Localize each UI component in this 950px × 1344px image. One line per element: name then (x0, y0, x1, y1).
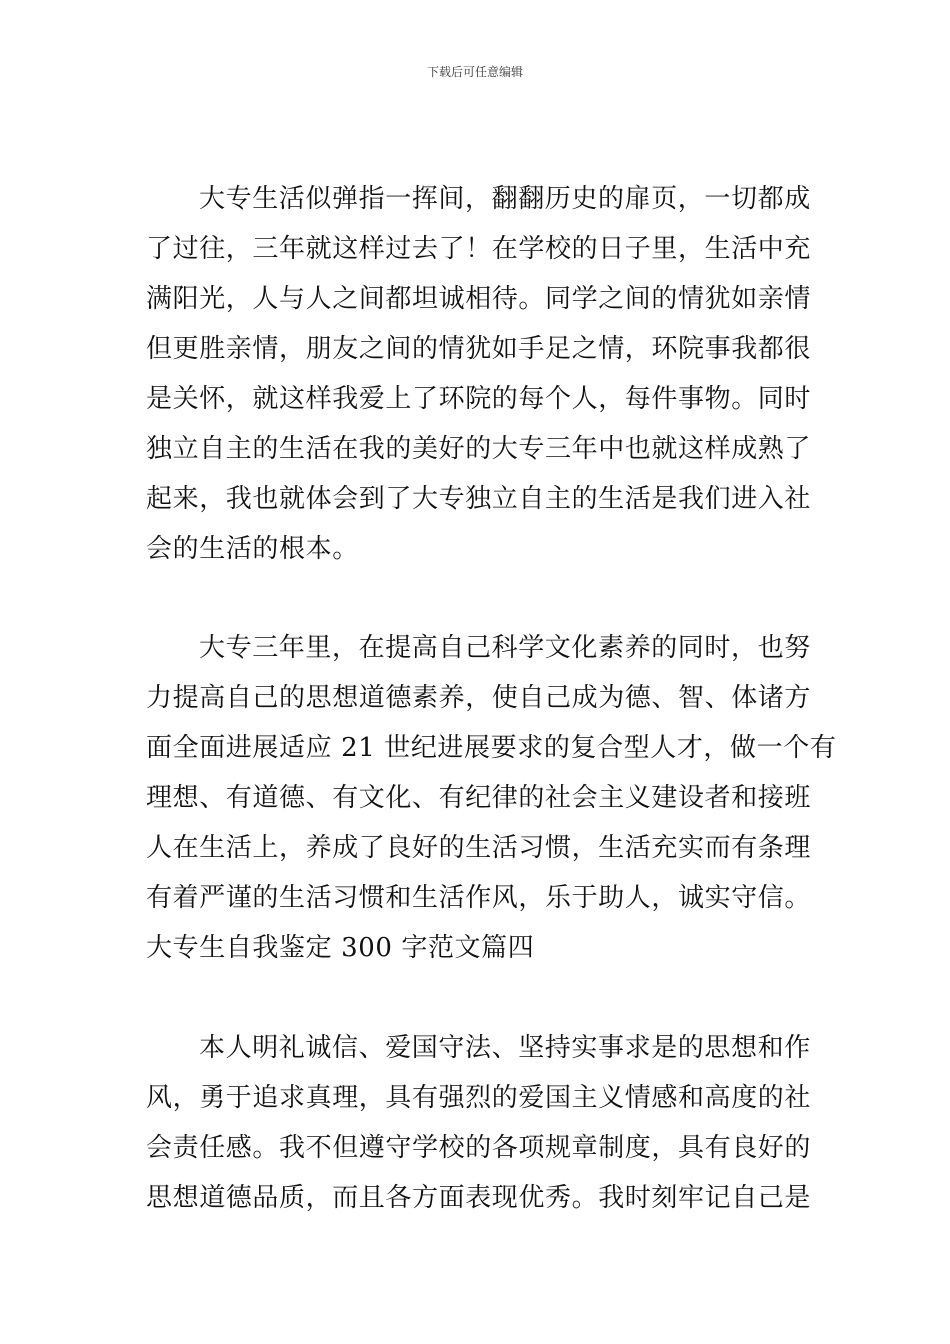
paragraph-line: 满阳光，人与人之间都坦诚相待。同学之间的情犹如亲情 (146, 284, 812, 314)
paragraph-line: 风，勇于追求真理，具有强烈的爱国主义情感和高度的社 (146, 1083, 812, 1113)
paragraph-line: 面全面进展适应 21 世纪进展要求的复合型人才，做一个有 (146, 733, 837, 763)
paragraph-line: 有着严谨的生活习惯和生活作风，乐于助人，诚实守信。 (146, 883, 812, 913)
paragraph-line: 人在生活上，养成了良好的生活习惯，生活充实而有条理 (146, 833, 812, 863)
paragraph-line: 大专生活似弹指一挥间，翻翻历史的扉页，一切都成 (199, 184, 811, 214)
paragraph-line: 理想、有道德、有文化、有纪律的社会主义建设者和接班 (146, 783, 812, 813)
section-title: 大专生自我鉴定 300 字范文篇四 (146, 933, 535, 963)
paragraph-line: 起来，我也就体会到了大专独立自主的生活是我们进入社 (146, 484, 812, 514)
paragraph-line: 了过往，三年就这样过去了！在学校的日子里，生活中充 (146, 234, 812, 264)
paragraph-line: 思想道德品质，而且各方面表现优秀。我时刻牢记自己是 (146, 1183, 812, 1213)
paragraph-line: 但更胜亲情，朋友之间的情犹如手足之情，环院事我都很 (146, 334, 812, 364)
page-header: 下载后可任意编辑 (426, 65, 523, 79)
paragraph-line: 本人明礼诚信、爱国守法、坚持实事求是的思想和作 (199, 1033, 811, 1063)
paragraph-line: 是关怀，就这样我爱上了环院的每个人，每件事物。同时 (146, 384, 812, 414)
paragraph-line: 会的生活的根本。 (146, 534, 359, 564)
paragraph-line: 力提高自己的思想道德素养，使自己成为德、智、体诸方 (146, 683, 812, 713)
paragraph-line: 大专三年里，在提高自己科学文化素养的同时，也努 (199, 633, 811, 663)
paragraph-line: 独立自主的生活在我的美好的大专三年中也就这样成熟了 (146, 434, 812, 464)
paragraph-line: 会责任感。我不但遵守学校的各项规章制度，具有良好的 (146, 1133, 812, 1163)
